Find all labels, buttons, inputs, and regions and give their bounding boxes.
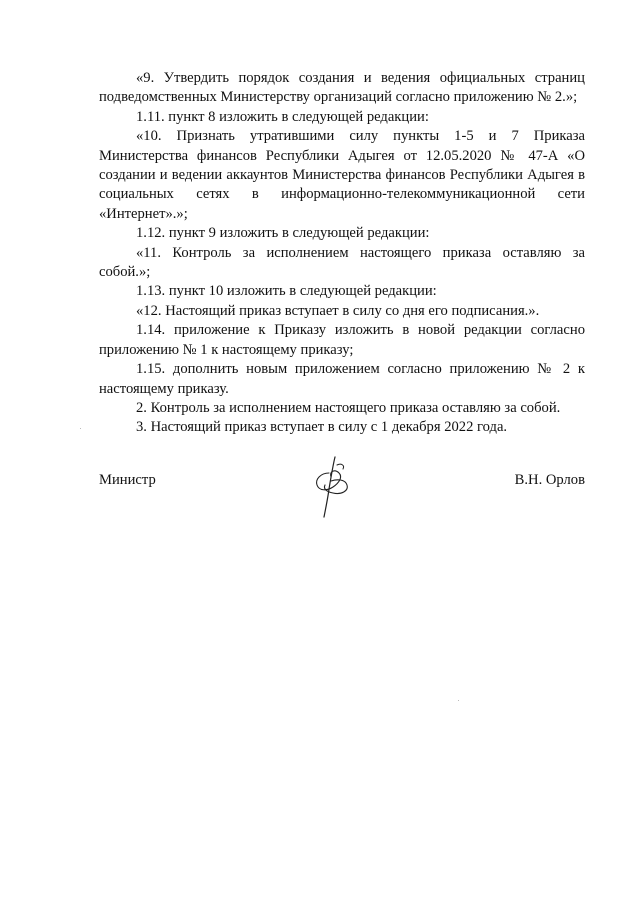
- paragraph-1-15: 1.15. дополнить новым приложением согласно приложению № 2 к настоящему приказу.: [99, 361, 585, 397]
- paragraph-1-12: 1.12. пункт 9 изложить в следующей редакции:: [136, 225, 430, 242]
- paragraph-item-9: «9. Утвердить порядок создания и ведения официальных страниц подведомственных Министерству организаций согласно приложению № 2.»;: [99, 70, 585, 106]
- handwritten-signature: [307, 455, 357, 519]
- paragraph-item-12: «12. Настоящий приказ вступает в силу со дня его подписания.».: [136, 302, 540, 319]
- paragraph-item-11: «11. Контроль за исполнением настоящего приказа оставляю за собой.»;: [99, 244, 585, 281]
- paragraph-3: 3. Настоящий приказ вступает в силу с 1 декабря 2022 года.: [136, 419, 508, 436]
- paragraph-1-11: 1.11. пункт 8 изложить в следующей редакции:: [136, 108, 429, 125]
- signatory-title: Министр: [99, 472, 156, 488]
- paragraph-1-13: 1.13. пункт 10 изложить в следующей редакции:: [136, 283, 437, 300]
- scan-speck: [80, 428, 81, 429]
- signatory-name: В.Н. Орлов: [514, 472, 585, 488]
- paragraph-1-14: 1.14. приложение к Приказу изложить в новой редакции согласно приложению № 1 к настоящему приказу;: [99, 322, 585, 358]
- scan-speck: [458, 700, 459, 701]
- signature-block: [99, 470, 585, 530]
- paragraph-item-10: «10. Признать утратившими силу пункты 1-5 и 7 Приказа Министерства финансов Республики Адыгея от 12.05.2020 № 47-А «О создании и ведении аккаунтов Министерства финансов Республики Адыгея в социальных сетях в информационно-телекоммуникационной сети «Интернет».»;: [99, 128, 585, 222]
- paragraph-2: 2. Контроль за исполнением настоящего приказа оставляю за собой.: [136, 399, 561, 416]
- document-body: [99, 69, 585, 438]
